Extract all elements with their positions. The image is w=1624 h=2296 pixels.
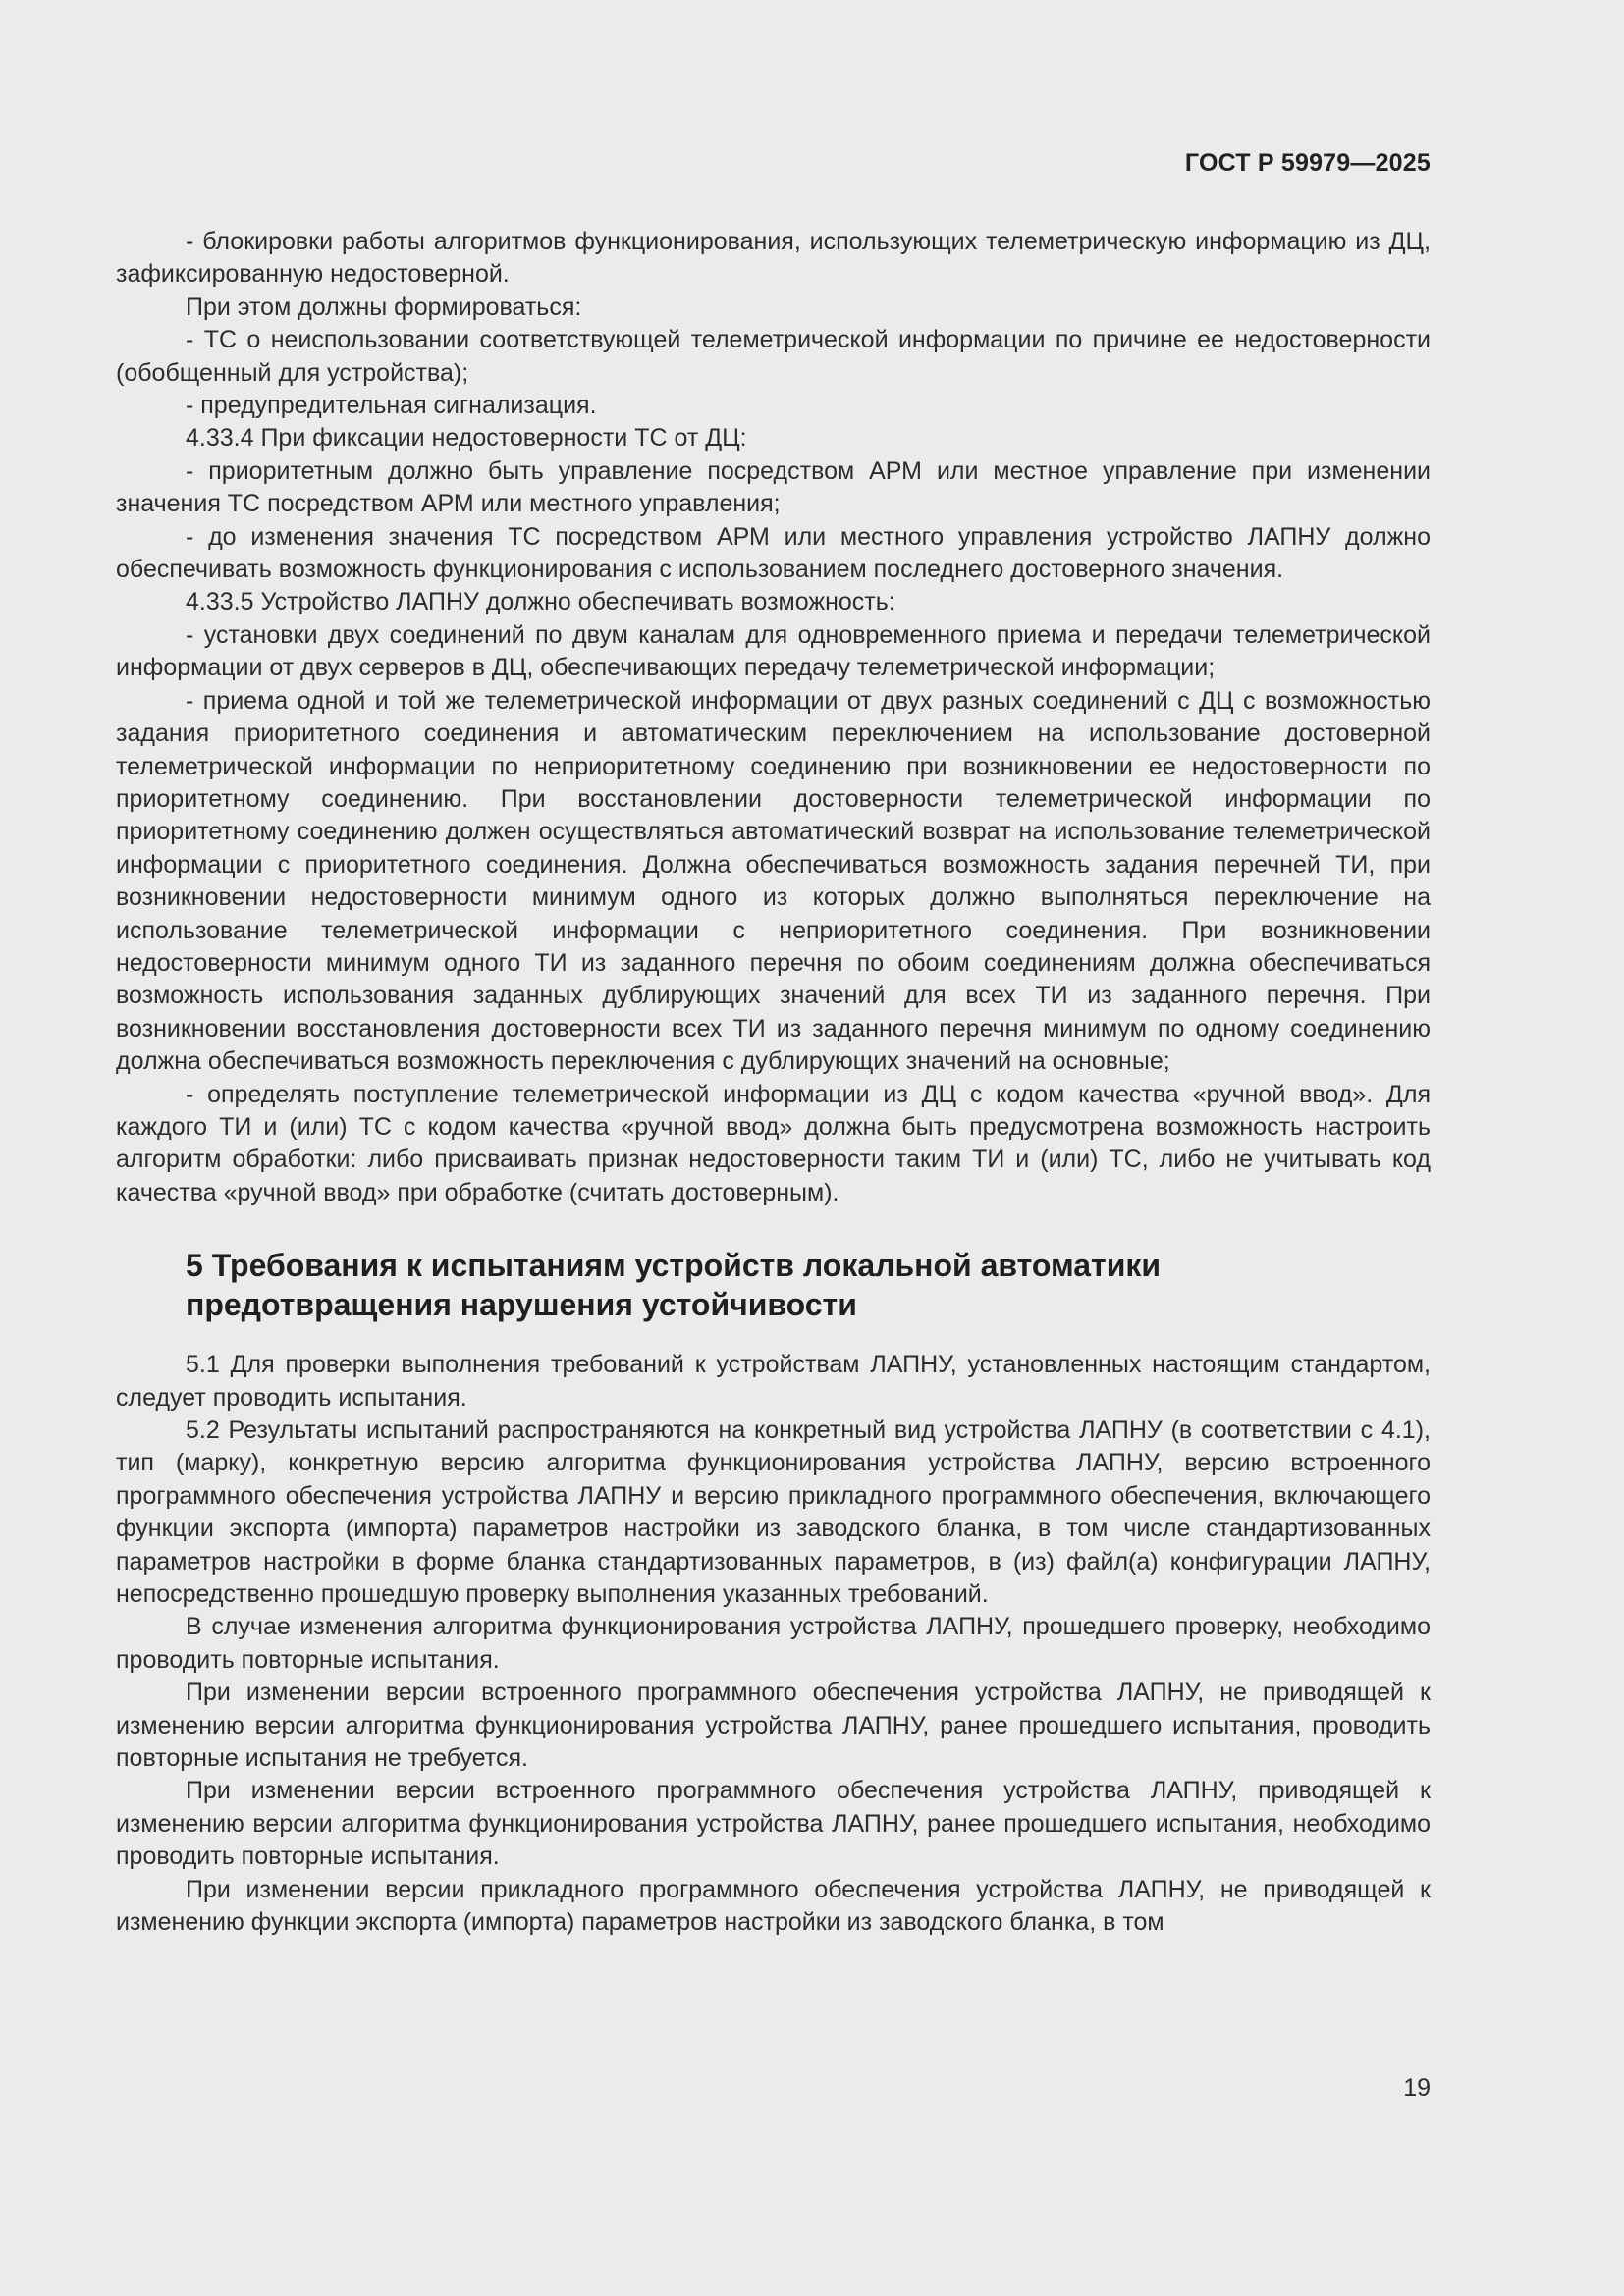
paragraph: - блокировки работы алгоритмов функционирования, использующих телеметрическую информацию из ДЦ, зафиксированную недостоверной.	[116, 228, 1431, 289]
paragraph: - приема одной и той же телеметрической информации от двух разных соединений с ДЦ с возможностью задания приоритетного соединения и автоматическим переключением на использование достоверной телеметрической информации по неприоритетному соединению при возникновении ее недостоверности по приоритетному соединению. При восстановлении достоверности телеметрической информации по приоритетному соединению должен осуществляться автоматический возврат на использование телеметрической информации с приоритетного соединения. Должна обеспечиваться возможность задания перечней ТИ, при возникновении недостоверности минимум одного из которых должно выполняться переключение на использование телеметрической информации с неприоритетного соединения. При возникновении недостоверности минимум одного ТИ из заданного перечня по обоим соединениям должна обеспечиваться возможность использования заданных дублирующих значений для всех ТИ из заданного перечня. При возникновении восстановления достоверности всех ТИ из заданного перечня минимум по одному соединению должна обеспечиваться возможность переключения с дублирующих значений на основные;	[116, 686, 1431, 1076]
paragraph: При изменении версии встроенного программного обеспечения устройства ЛАПНУ, не приводящей к изменению версии алгоритма функционирования устройства ЛАПНУ, ранее прошедшего испытания, проводить повторные испытания не требуется.	[116, 1679, 1431, 1773]
paragraph: - установки двух соединений по двум каналам для одновременного приема и передачи телеметрической информации от двух серверов в ДЦ, обеспечивающих передачу телеметрической информации;	[116, 620, 1431, 682]
paragraph: При этом должны формироваться:	[186, 293, 582, 321]
paragraph: При изменении версии встроенного программного обеспечения устройства ЛАПНУ, приводящей к изменению версии алгоритма функционирования устройства ЛАПНУ, ранее прошедшего испытания, необходимо проводить повторные испытания.	[116, 1777, 1431, 1871]
paragraph: 5.1 Для проверки выполнения требований к устройствам ЛАПНУ, установленных настоящим стандартом, следует проводить испытания.	[116, 1351, 1431, 1412]
paragraph: - предупредительная сигнализация.	[186, 392, 597, 420]
page-number: 19	[1403, 2074, 1431, 2102]
paragraph: 4.33.5 Устройство ЛАПНУ должно обеспечивать возможность:	[186, 588, 895, 616]
paragraph: - до изменения значения ТС посредством АРМ или местного управления устройство ЛАПНУ должно обеспечивать возможность функционирования с использованием последнего достоверного значения.	[116, 522, 1431, 584]
paragraph: При изменении версии прикладного программного обеспечения устройства ЛАПНУ, не приводящей к изменению функции экспорта (импорта) параметров настройки из заводского бланка, в том	[116, 1875, 1431, 1937]
paragraph: 5.2 Результаты испытаний распространяются на конкретный вид устройства ЛАПНУ (в соответствии с 4.1), тип (марку), конкретную версию алгоритма функционирования устройства ЛАПНУ, версию встроенного программного обеспечения устройства ЛАПНУ и версию прикладного программного обеспечения, включающего функции экспорта (импорта) параметров настройки из заводского бланка, в том числе стандартизованных параметров настройки в форме бланка стандартизованных параметров, в (из) файл(а) конфигурации ЛАПНУ, непосредственно прошедшую проверку выполнения указанных требований.	[116, 1416, 1431, 1609]
section-title: 5 Требования к испытаниям устройств локальной автоматики предотвращения нарушения устойчивости	[186, 1248, 1162, 1323]
paragraph: - ТС о неиспользовании соответствующей телеметрической информации по причине ее недостоверности (обобщенный для устройства);	[116, 326, 1431, 387]
paragraph: 4.33.4 При фиксации недостоверности ТС от ДЦ:	[186, 424, 747, 453]
paragraph: - приоритетным должно быть управление посредством АРМ или местное управление при изменении значения ТС посредством АРМ или местного управления;	[116, 456, 1431, 518]
document-code-header: ГОСТ Р 59979—2025	[1184, 149, 1431, 177]
paragraph: - определять поступление телеметрической информации из ДЦ с кодом качества «ручной ввод». Для каждого ТИ и (или) ТС с кодом качества «ручной ввод» должна быть предусмотрена возможность настроить алгоритм обработки: либо присваивать признак недостоверности таким ТИ и (или) ТС, либо не учитывать код качества «ручной ввод» при обработке (считать достоверным).	[116, 1080, 1431, 1206]
document-body	[116, 226, 1431, 1940]
paragraph: В случае изменения алгоритма функционирования устройства ЛАПНУ, прошедшего проверку, необходимо проводить повторные испытания.	[116, 1613, 1431, 1674]
